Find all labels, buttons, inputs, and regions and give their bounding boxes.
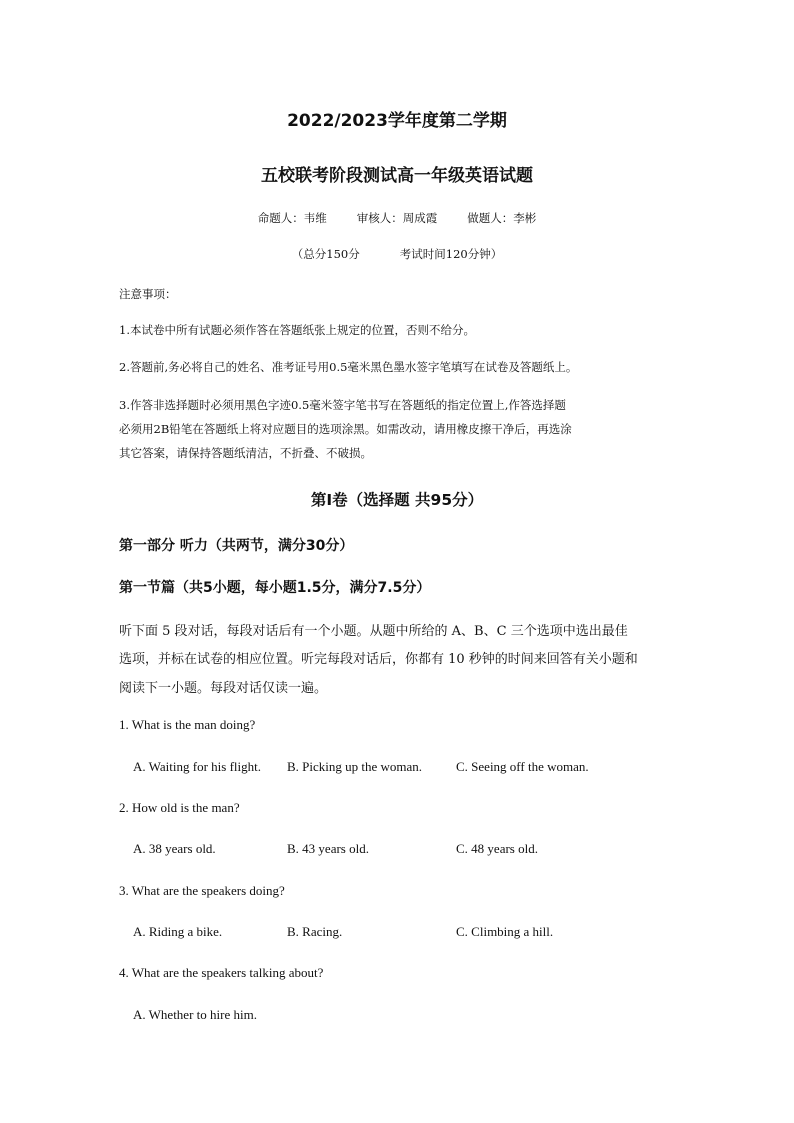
section-heading: 第Ⅰ卷（选择题 共95分）: [310, 491, 484, 509]
option-c: C. 48 years old.: [456, 841, 538, 856]
option-b: B. Racing.: [287, 924, 343, 939]
part-heading: 第一部分 听力（共两节，满分30分）: [119, 538, 354, 554]
option-a: A. 38 years old.: [133, 841, 216, 856]
duration: 考试时间120分钟）: [399, 247, 503, 261]
staff-line: [0, 210, 794, 226]
question-stem: 3. What are the speakers doing?: [119, 883, 285, 898]
instruction-line-1: 听下面 5 段对话，每段对话后有一个小题。从题中所给的 A、B、C 三个选项中选出最佳: [119, 624, 628, 639]
note-item-1: 1.本试卷中所有试题必须作答在答题纸张上规定的位置，否则不给分。: [119, 323, 475, 337]
note-item-3-line-3: 其它答案，请保持答题纸清洁，不折叠、不破损。: [119, 446, 372, 460]
subsection-heading: 第一节篇（共5小题，每小题1.5分，满分7.5分）: [119, 580, 431, 596]
exam-term-title: 2022/2023学年度第二学期: [287, 111, 507, 131]
notes-heading: 注意事项：: [119, 287, 177, 301]
question-stem: 4. What are the speakers talking about?: [119, 965, 324, 980]
option-c: C. Seeing off the woman.: [456, 759, 589, 774]
setter: 命题人：韦维: [257, 211, 327, 225]
option-b: B. 43 years old.: [287, 841, 369, 856]
tester: 做题人：李彬: [467, 211, 537, 225]
option-a: A. Waiting for his flight.: [133, 759, 261, 774]
option-b: B. Picking up the woman.: [287, 759, 423, 774]
note-item-3-line-1: 3.作答非选择题时必须用黑色字迹0.5毫米签字笔书写在答题纸的指定位置上,作答选择题: [119, 398, 566, 412]
option-a: A. Whether to hire him.: [133, 1007, 257, 1022]
question-stem: 1. What is the man doing?: [119, 717, 256, 732]
option-a: A. Riding a bike.: [133, 924, 223, 939]
note-item-3-line-2: 必须用2B铅笔在答题纸上将对应题目的选项涂黑。如需改动，请用橡皮擦干净后，再选涂: [119, 422, 572, 436]
option-c: C. Climbing a hill.: [456, 924, 554, 939]
score-time-line: [0, 246, 794, 262]
question-stem: 2. How old is the man?: [119, 800, 240, 815]
note-item-2: 2.答题前,务必将自己的姓名、准考证号用0.5毫米黑色墨水签字笔填写在试卷及答题纸上。: [119, 360, 578, 374]
instruction-line-2: 选项，并标在试卷的相应位置。听完每段对话后，你都有 10 秒钟的时间来回答有关小题和: [119, 652, 638, 667]
total-score: （总分150分: [291, 247, 360, 261]
instruction-line-3: 阅读下一小题。每段对话仅读一遍。: [119, 681, 328, 696]
reviewer: 审核人：周成霞: [356, 211, 438, 225]
exam-title: 五校联考阶段测试高一年级英语试题: [261, 166, 533, 186]
